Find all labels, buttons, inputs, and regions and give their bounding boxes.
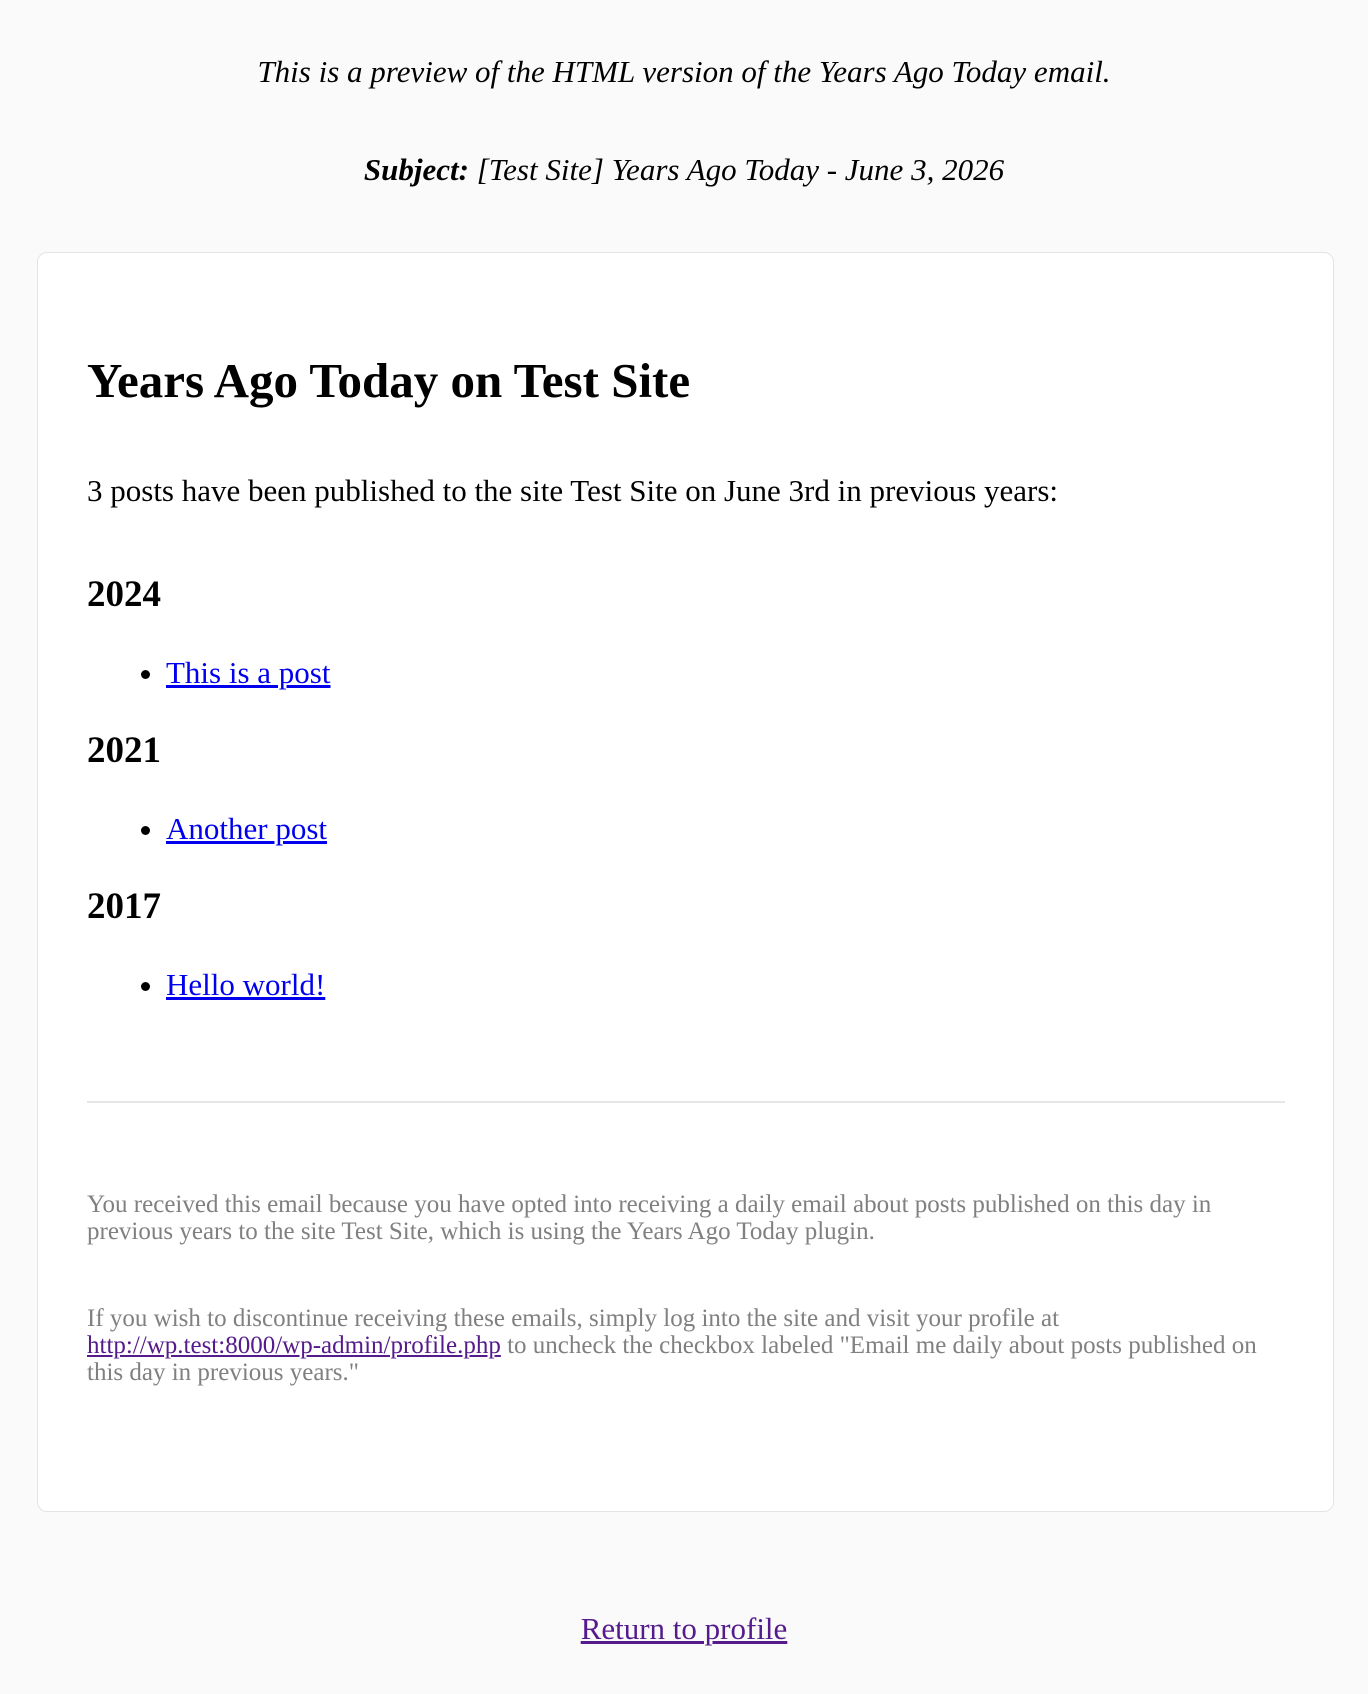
subject-label: Subject: [363,152,469,187]
year-heading-2017: 2017 [87,886,161,927]
post-link[interactable]: Hello world! [166,967,326,1002]
footer-unsubscribe [87,1305,1285,1386]
preview-intro: This is a preview of the HTML version of the Years Ago Today email. [257,54,1111,89]
email-subject [0,94,1368,192]
list-item [166,653,330,693]
year-heading-2024: 2024 [87,574,161,615]
unsubscribe-text-before: If you wish to discontinue receiving these emails, simply log into the site and visit your profile at [87,1305,1060,1332]
year-heading-2021: 2021 [87,730,161,771]
email-title: Years Ago Today on Test Site [87,353,691,408]
post-link[interactable]: Another post [166,811,328,846]
unsubscribe-text-after: to uncheck the checkbox labeled "Email me daily about posts published on this day in previous years." [87,1332,1257,1386]
list-item [166,965,325,1005]
subject-value: [Test Site] Years Ago Today - June 3, 2026 [476,152,1005,187]
post-list-2021 [87,809,327,849]
email-lead: 3 posts have been published to the site Test Site on June 3rd in previous years: [87,473,1059,508]
post-link[interactable]: This is a post [166,655,331,690]
profile-url-link[interactable]: http://wp.test:8000/wp-admin/profile.php [87,1332,501,1359]
list-item [166,809,327,849]
post-list-2017 [87,965,325,1005]
email-preview-card [37,252,1334,1512]
post-list-2024 [87,653,330,693]
return-section [0,1609,1368,1649]
footer-divider [87,1101,1285,1103]
return-to-profile-link[interactable]: Return to profile [580,1611,788,1646]
footer-reason: You received this email because you have opted into receiving a daily email about posts published on this day in previous years to the site Test Site, which is using the Years Ago Today plugin. [87,1191,1212,1245]
